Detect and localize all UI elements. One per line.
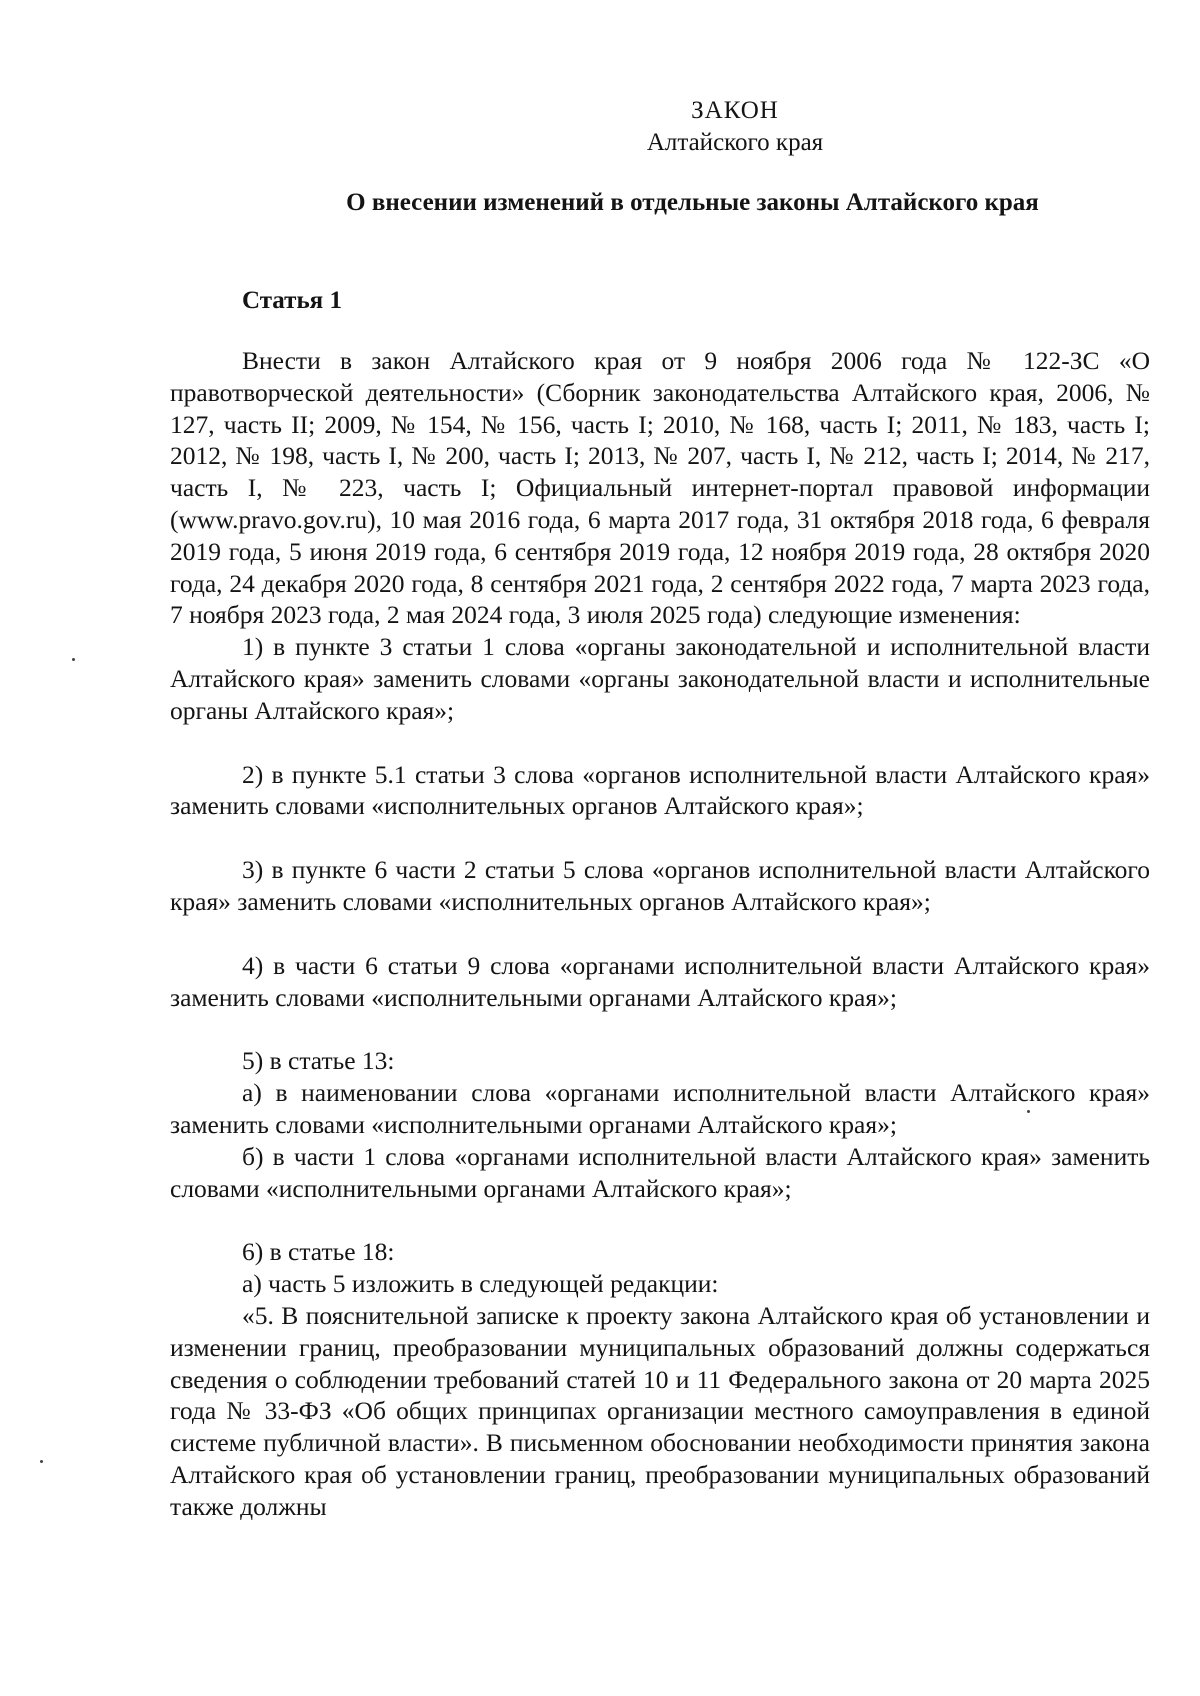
paragraph-item-5: 5) в статье 13: xyxy=(242,1046,395,1076)
paragraph-intro: Внести в закон Алтайского края от 9 ноября 2006 года № 122-ЗС «О правотворческой деятельности» (Сборник законодательства Алтайского края, 2006, № 127, часть II; 2009, № 154, № 156, часть I; 2010, № 168, часть I; 2011, № 183, часть I; 2012, № 198, часть I, № 200, часть I; 2013, № 207, часть I, № 212, часть I; 2014, № 217, часть I, № 223, часть I; Официальный интернет-портал правовой информации (www.pravo.gov.ru), 10 мая 2016 года, 6 марта 2017 года, 31 октября 2018 года, 6 февраля 2019 года, 5 июня 2019 года, 6 сентября 2019 года, 12 ноября 2019 года, 28 октября 2020 года, 24 декабря 2020 года, 8 сентября 2021 года, 2 сентября 2022 года, 7 марта 2023 года, 7 ноября 2023 года, 2 мая 2024 года, 3 июля 2025 года) следующие изменения: xyxy=(170,346,1150,630)
spacer xyxy=(170,1204,1150,1236)
document-body xyxy=(170,345,1150,1523)
article-heading: Статья 1 xyxy=(242,287,342,314)
document-title: О внесении изменений в отдельные законы Алтайского края xyxy=(346,189,1039,216)
paragraph-item-2: 2) в пункте 5.1 статьи 3 слова «органов исполнительной власти Алтайского края» заменить словами «исполнительных органов Алтайского края»; xyxy=(170,759,1150,821)
paragraph-item-5b: б) в части 1 слова «органами исполнительной власти Алтайского края» заменить словами «исполнительными органами Алтайского края»; xyxy=(170,1141,1150,1203)
paragraph-item-6a: а) часть 5 изложить в следующей редакции: xyxy=(242,1269,719,1299)
paragraph-item-3: 3) в пункте 6 части 2 статьи 5 слова «органов исполнительной власти Алтайского края» заменить словами «исполнительных органов Алтайского края»; xyxy=(170,855,1150,916)
spacer xyxy=(170,822,1150,854)
law-region: Алтайского края xyxy=(646,129,824,156)
paragraph-item-4: 4) в части 6 статьи 9 слова «органами исполнительной власти Алтайского края» заменить словами «исполнительными органами Алтайского края»; xyxy=(170,950,1150,1012)
paragraph-item-6: 6) в статье 18: xyxy=(242,1237,395,1267)
scan-speck xyxy=(72,658,75,661)
scan-speck xyxy=(40,1460,43,1463)
law-heading: ЗАКОН xyxy=(691,97,779,124)
paragraph-item-1: 1) в пункте 3 статьи 1 слова «органы законодательной и исполнительной власти Алтайского края» заменить словами «органы законодательной власти и исполнительные органы Алтайского края»; xyxy=(170,632,1150,725)
paragraph-item-6a-text: «5. В пояснительной записке к проекту закона Алтайского края об установлении и изменении границ, преобразовании муниципальных образований должны содержаться сведения о соблюдении требований статей 10 и 11 Федерального закона от 20 марта 2025 года № 33-ФЗ «Об общих принципах организации местного самоуправления в единой системе публичной власти». В письменном обосновании необходимости принятия закона Алтайского края об установлении границ, преобразовании муниципальных образований также должны xyxy=(170,1300,1150,1521)
scan-speck xyxy=(1027,1110,1030,1113)
spacer xyxy=(170,918,1150,950)
spacer xyxy=(170,1013,1150,1045)
document-page xyxy=(170,95,1150,1523)
paragraph-item-5a: а) в наименовании слова «органами исполнительной власти Алтайского края» заменить словами «исполнительными органами Алтайского края»; xyxy=(170,1078,1150,1139)
spacer xyxy=(170,727,1150,759)
